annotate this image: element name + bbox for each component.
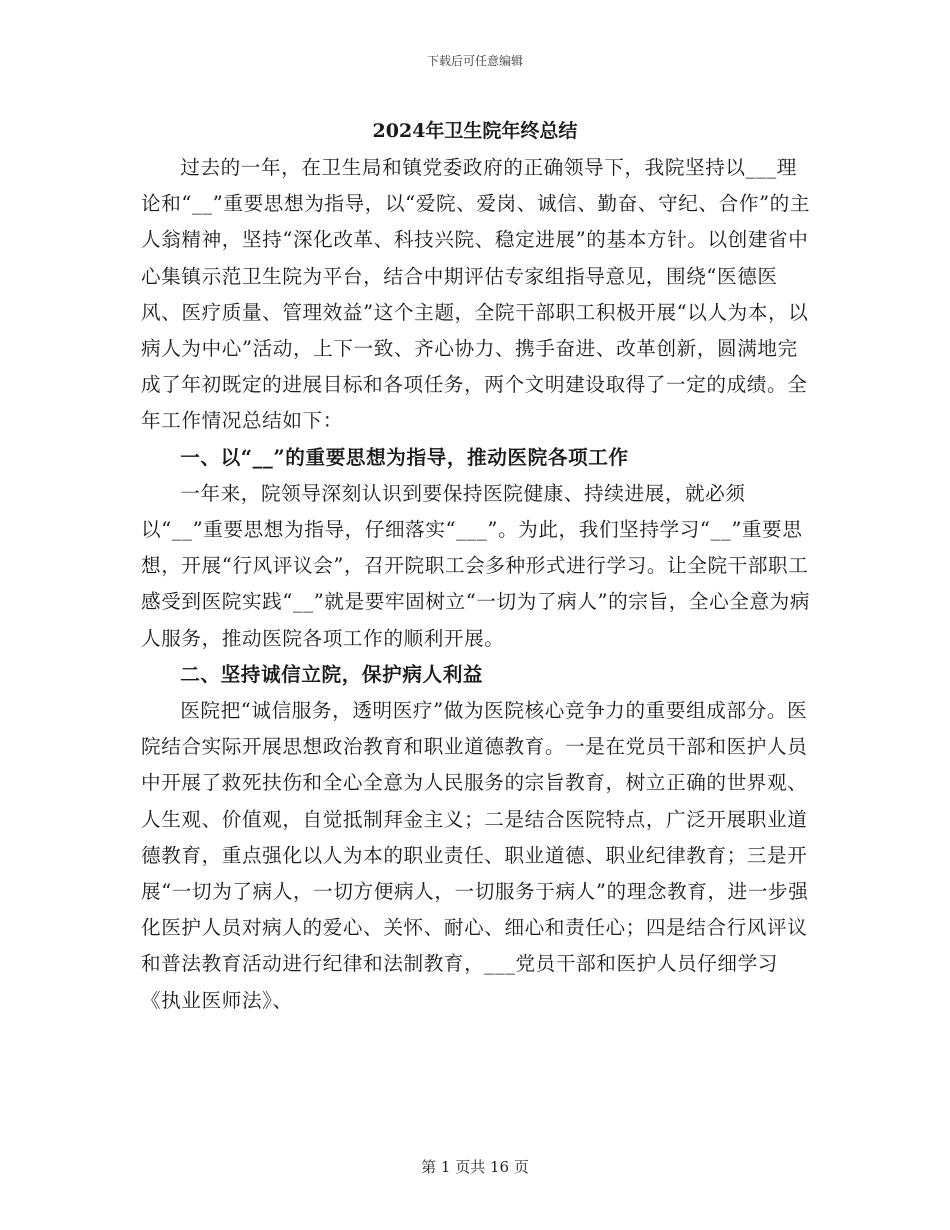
document-body <box>141 150 811 1019</box>
header-note: 下载后可任意编辑 <box>426 54 523 68</box>
document-title: 2024年卫生院年终总结 <box>372 120 578 142</box>
page-footer: 第 1 页共 16 页 <box>421 1158 529 1176</box>
section-1-paragraph: 一年来，院领导深刻认识到要保持医院健康、持续进展，就必须以“__”重要思想为指导，仔细落实“___”。为此，我们坚持学习“__”重要思想，开展“行风评议会”，召开院职工会多种形式进行学习。让全院干部职工感受到医院实践“__”就是要牢固树立“一切为了病人”的宗旨，全心全意为病人服务，推动医院各项工作的顺利开展。 <box>141 481 811 650</box>
intro-paragraph: 过去的一年，在卫生局和镇党委政府的正确领导下，我院坚持以___理论和“__”重要思想为指导，以“爱院、爱岗、诚信、勤奋、守纪、合作”的主人翁精神，坚持“深化改革、科技兴院、稳定进展”的基本方针。以创建省中心集镇示范卫生院为平台，结合中期评估专家组指导意见，围绕“医德医风、医疗质量、管理效益”这个主题，全院干部职工积极开展“以人为本，以病人为中心”活动，上下一致、齐心协力、携手奋进、改革创新，圆满地完成了年初既定的进展目标和各项任务，两个文明建设取得了一定的成绩。全年工作情况总结如下： <box>141 156 811 433</box>
section-2-heading: 二、坚持诚信立院，保护病人利益 <box>180 662 484 686</box>
section-2-paragraph: 医院把“诚信服务，透明医疗”做为医院核心竞争力的重要组成部分。医院结合实际开展思想政治教育和职业道德教育。一是在党员干部和医护人员中开展了救死扶伤和全心全意为人民服务的宗旨教育，树立正确的世界观、人生观、价值观，自觉抵制拜金主义；二是结合医院特点，广泛开展职业道德教育，重点强化以人为本的职业责任、职业道德、职业纪律教育；三是开展“一切为了病人，一切方便病人，一切服务于病人”的理念教育，进一步强化医护人员对病人的爱心、关怀、耐心、细心和责任心；四是结合行风评议和普法教育活动进行纪律和法制教育，___党员干部和医护人员仔细学习《执业医师法》、 <box>141 699 809 1012</box>
section-1-heading: 一、以“__”的重要思想为指导，推动医院各项工作 <box>180 445 629 469</box>
